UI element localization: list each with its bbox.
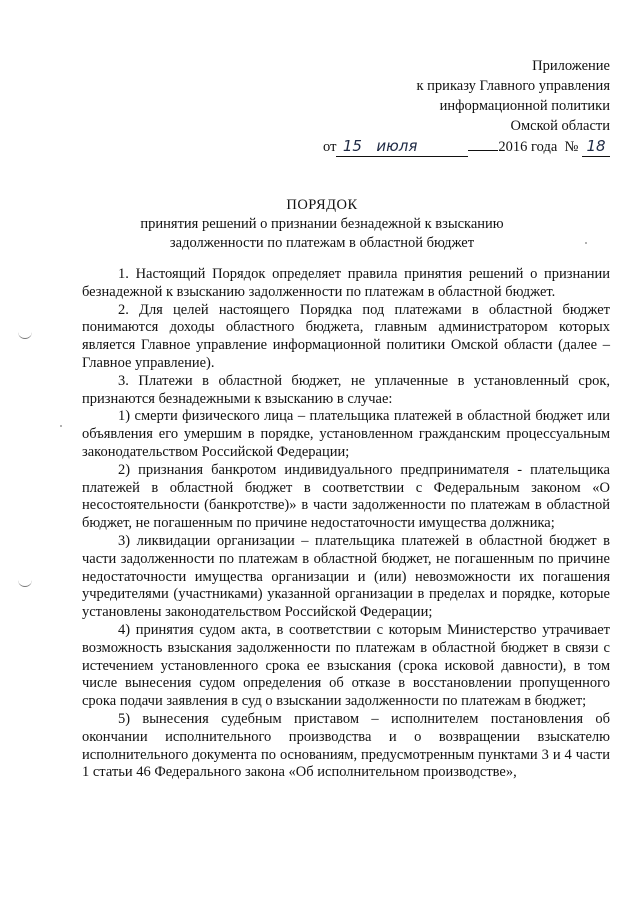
document-body: [82, 266, 610, 782]
date-underline: [468, 150, 498, 151]
scan-binding-mark: [18, 578, 32, 587]
item-5: 5) вынесения судебным приставом – исполнителем постановления об окончании исполнительного производства и о возвращении взыскателю исполнительного документа по основаниям, предусмотренным пунктами 3 и 4 части 1 статьи 46 Федерального закона «Об исполнительном производстве»,: [82, 710, 610, 781]
appendix-label: Приложение: [532, 58, 610, 74]
scan-speck: [60, 425, 62, 427]
title-heading: ПОРЯДОК: [286, 197, 358, 213]
paragraph-1: 1. Настоящий Порядок определяет правила принятия решений о признании безнадежной к взысканию задолженности по платежам в областной бюджет.: [82, 266, 610, 300]
handwritten-month: июля: [368, 136, 468, 157]
order-reference: к приказу Главного управления: [416, 78, 610, 94]
scan-speck: [585, 242, 587, 244]
number-sign: №: [564, 139, 579, 155]
item-3: 3) ликвидации организации – плательщика платежей в областной бюджет в части задолженности по платежам в областной бюджет, не погашенным по причине недостаточности имущества организации и (или) невозможности их погашения учредителями (участниками) указанной организации в пределах и порядке, которые установлены законодательством Российской Федерации;: [82, 532, 610, 621]
date-prefix: от: [323, 139, 337, 155]
title-line-1: принятия решений о признании безнадежной к взысканию: [140, 216, 504, 232]
scan-binding-mark: [18, 330, 32, 339]
appendix-header: [310, 56, 610, 157]
paragraph-2: 2. Для целей настоящего Порядка под платежами в областной бюджет понимаются доходы областного бюджета, главным администратором которых является Главное управление информационной политики Омской области (далее – Главное управление).: [82, 301, 610, 371]
handwritten-day: 15: [336, 136, 368, 157]
department-name: информационной политики: [439, 98, 610, 114]
date-year: 2016 года: [498, 139, 558, 155]
title-line-2: задолженности по платежам в областной бюджет: [169, 235, 475, 251]
order-date-line: [310, 136, 610, 157]
region-name: Омской области: [510, 118, 610, 134]
item-4: 4) принятия судом акта, в соответствии с которым Министерство утрачивает возможность взыскания задолженности по платежам в областной бюджет в связи с истечением установленного срока ее взыскания (срока исковой давности), в том числе вынесения судом определения об отказе в восстановлении пропущенного срока подачи заявления в суд о взыскании задолженности по платежам в бюджет;: [82, 621, 610, 710]
item-2: 2) признания банкротом индивидуального предпринимателя - плательщика платежей в областной бюджет в соответствии с Федеральным законом «О несостоятельности (банкротстве)» в части задолженности по платежам в областной бюджет, не погашенным по причине недостаточности имущества должника;: [82, 461, 610, 532]
document-title: [82, 196, 562, 253]
paragraph-3: 3. Платежи в областной бюджет, не уплаченные в установленный срок, признаются безнадежными к взысканию в случае:: [82, 372, 610, 407]
item-1: 1) смерти физического лица – плательщика платежей в областной бюджет или объявления его умершим в порядке, установленном гражданским процессуальным законодательством Российской Федерации;: [82, 408, 610, 460]
handwritten-number: 18: [582, 136, 610, 157]
